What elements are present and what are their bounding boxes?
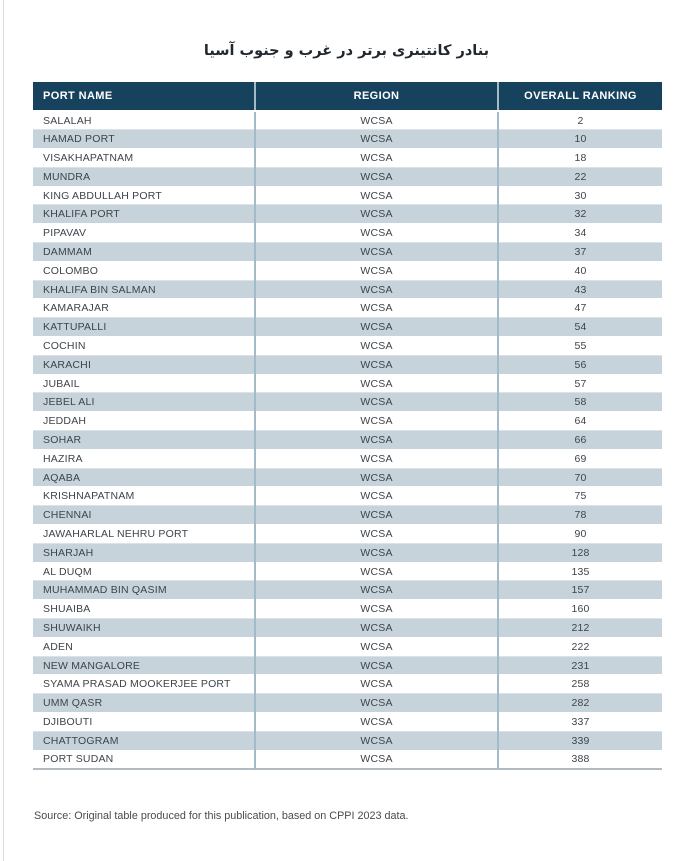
port-name-cell: KING ABDULLAH PORT [33, 186, 255, 205]
table-row [33, 130, 662, 149]
region-cell: WCSA [255, 111, 498, 130]
port-name-cell: SHARJAH [33, 543, 255, 562]
port-name-cell: KRISHNAPATNAM [33, 487, 255, 506]
port-name-cell: DJIBOUTI [33, 713, 255, 732]
region-cell: WCSA [255, 355, 498, 374]
ranking-cell: 75 [498, 487, 662, 506]
table-row [33, 224, 662, 243]
port-name-cell: NEW MANGALORE [33, 656, 255, 675]
table-row [33, 374, 662, 393]
ranking-cell: 135 [498, 562, 662, 581]
port-name-cell: JEBEL ALI [33, 393, 255, 412]
region-cell: WCSA [255, 130, 498, 149]
table-row [33, 449, 662, 468]
region-cell: WCSA [255, 449, 498, 468]
ranking-cell: 58 [498, 393, 662, 412]
region-cell: WCSA [255, 619, 498, 638]
port-name-cell: CHATTOGRAM [33, 731, 255, 750]
ports-table [33, 82, 662, 770]
table-row [33, 149, 662, 168]
ranking-cell: 47 [498, 299, 662, 318]
region-cell: WCSA [255, 581, 498, 600]
region-cell: WCSA [255, 525, 498, 544]
port-name-cell: MUNDRA [33, 167, 255, 186]
ranking-cell: 160 [498, 600, 662, 619]
table-row [33, 581, 662, 600]
table-row [33, 656, 662, 675]
region-cell: WCSA [255, 261, 498, 280]
ranking-cell: 57 [498, 374, 662, 393]
column-header-overall-ranking: OVERALL RANKING [498, 82, 662, 111]
port-name-cell: HAMAD PORT [33, 130, 255, 149]
port-name-cell: KAMARAJAR [33, 299, 255, 318]
port-name-cell: MUHAMMAD BIN QASIM [33, 581, 255, 600]
column-header-region: REGION [255, 82, 498, 111]
ranking-cell: 43 [498, 280, 662, 299]
port-name-cell: AQABA [33, 468, 255, 487]
table-row [33, 167, 662, 186]
ranking-cell: 339 [498, 731, 662, 750]
port-name-cell: VISAKHAPATNAM [33, 149, 255, 168]
region-cell: WCSA [255, 562, 498, 581]
port-name-cell: HAZIRA [33, 449, 255, 468]
region-cell: WCSA [255, 280, 498, 299]
port-name-cell: SHUWAIKH [33, 619, 255, 638]
table-row [33, 111, 662, 130]
ranking-cell: 90 [498, 525, 662, 544]
ranking-cell: 66 [498, 431, 662, 450]
port-name-cell: PIPAVAV [33, 224, 255, 243]
ranking-cell: 78 [498, 506, 662, 525]
table-row [33, 412, 662, 431]
table-row [33, 731, 662, 750]
region-cell: WCSA [255, 506, 498, 525]
ranking-cell: 18 [498, 149, 662, 168]
ranking-cell: 231 [498, 656, 662, 675]
ranking-cell: 2 [498, 111, 662, 130]
header-row [33, 82, 662, 111]
region-cell: WCSA [255, 543, 498, 562]
port-name-cell: JUBAIL [33, 374, 255, 393]
ranking-cell: 282 [498, 694, 662, 713]
ranking-cell: 157 [498, 581, 662, 600]
region-cell: WCSA [255, 243, 498, 262]
ranking-cell: 22 [498, 167, 662, 186]
port-name-cell: KATTUPALLI [33, 318, 255, 337]
page-edge-line [3, 0, 4, 861]
region-cell: WCSA [255, 167, 498, 186]
ranking-cell: 37 [498, 243, 662, 262]
ranking-cell: 258 [498, 675, 662, 694]
table-row [33, 393, 662, 412]
port-name-cell: SYAMA PRASAD MOOKERJEE PORT [33, 675, 255, 694]
port-name-cell: CHENNAI [33, 506, 255, 525]
ranking-cell: 10 [498, 130, 662, 149]
region-cell: WCSA [255, 224, 498, 243]
port-name-cell: COLOMBO [33, 261, 255, 280]
table-row [33, 468, 662, 487]
table-row [33, 243, 662, 262]
region-cell: WCSA [255, 337, 498, 356]
table-row [33, 506, 662, 525]
table-row [33, 318, 662, 337]
table-row [33, 431, 662, 450]
region-cell: WCSA [255, 318, 498, 337]
port-name-cell: KHALIFA BIN SALMAN [33, 280, 255, 299]
region-cell: WCSA [255, 431, 498, 450]
table-row [33, 713, 662, 732]
ranking-cell: 222 [498, 637, 662, 656]
region-cell: WCSA [255, 149, 498, 168]
port-name-cell: KARACHI [33, 355, 255, 374]
port-name-cell: AL DUQM [33, 562, 255, 581]
region-cell: WCSA [255, 468, 498, 487]
table-row [33, 299, 662, 318]
table-row [33, 487, 662, 506]
region-cell: WCSA [255, 600, 498, 619]
port-name-cell: UMM QASR [33, 694, 255, 713]
ranking-cell: 56 [498, 355, 662, 374]
port-name-cell: ADEN [33, 637, 255, 656]
region-cell: WCSA [255, 675, 498, 694]
port-name-cell: SHUAIBA [33, 600, 255, 619]
table-row [33, 261, 662, 280]
table-row [33, 280, 662, 299]
ranking-cell: 388 [498, 750, 662, 769]
table-row [33, 637, 662, 656]
region-cell: WCSA [255, 731, 498, 750]
region-cell: WCSA [255, 750, 498, 769]
port-name-cell: JAWAHARLAL NEHRU PORT [33, 525, 255, 544]
table-row [33, 694, 662, 713]
region-cell: WCSA [255, 186, 498, 205]
port-name-cell: JEDDAH [33, 412, 255, 431]
table-row [33, 619, 662, 638]
table-row [33, 355, 662, 374]
table-header [33, 82, 662, 111]
region-cell: WCSA [255, 713, 498, 732]
table-row [33, 543, 662, 562]
page-title: بنادر کانتینری برتر در غرب و جنوب آسیا [203, 43, 490, 59]
port-name-cell: PORT SUDAN [33, 750, 255, 769]
ranking-cell: 212 [498, 619, 662, 638]
column-header-port-name: PORT NAME [33, 82, 255, 111]
ranking-cell: 34 [498, 224, 662, 243]
ranking-cell: 54 [498, 318, 662, 337]
region-cell: WCSA [255, 637, 498, 656]
ranking-cell: 32 [498, 205, 662, 224]
port-name-cell: KHALIFA PORT [33, 205, 255, 224]
ranking-cell: 55 [498, 337, 662, 356]
table-row [33, 675, 662, 694]
port-name-cell: SALALAH [33, 111, 255, 130]
region-cell: WCSA [255, 299, 498, 318]
port-name-cell: COCHIN [33, 337, 255, 356]
table-body [33, 111, 662, 769]
source-note: Source: Original table produced for this publication, based on CPPI 2023 data. [34, 810, 409, 822]
region-cell: WCSA [255, 393, 498, 412]
ranking-cell: 40 [498, 261, 662, 280]
region-cell: WCSA [255, 374, 498, 393]
table-row [33, 525, 662, 544]
region-cell: WCSA [255, 656, 498, 675]
table-row [33, 750, 662, 769]
table-row [33, 337, 662, 356]
table-row [33, 600, 662, 619]
region-cell: WCSA [255, 487, 498, 506]
port-name-cell: DAMMAM [33, 243, 255, 262]
ranking-cell: 64 [498, 412, 662, 431]
table-row [33, 205, 662, 224]
ranking-cell: 69 [498, 449, 662, 468]
table-row [33, 186, 662, 205]
ranking-cell: 70 [498, 468, 662, 487]
port-name-cell: SOHAR [33, 431, 255, 450]
ports-table-container [33, 82, 662, 770]
ranking-cell: 30 [498, 186, 662, 205]
region-cell: WCSA [255, 412, 498, 431]
region-cell: WCSA [255, 694, 498, 713]
ranking-cell: 128 [498, 543, 662, 562]
region-cell: WCSA [255, 205, 498, 224]
ranking-cell: 337 [498, 713, 662, 732]
table-row [33, 562, 662, 581]
